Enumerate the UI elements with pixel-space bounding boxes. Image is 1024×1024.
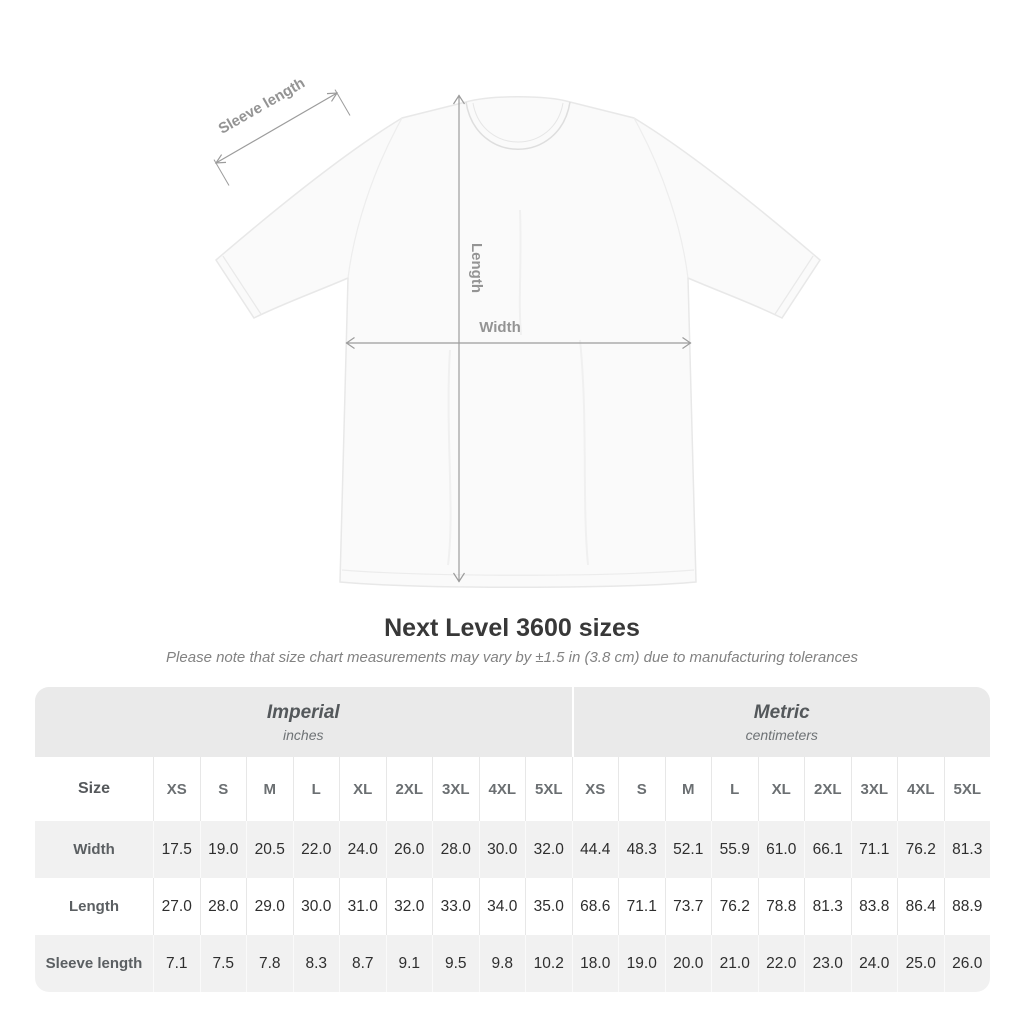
value-cell: 21.0 [711,935,758,992]
value-cell: 28.0 [200,878,247,935]
extension-tick [214,160,229,186]
size-header-imperial-2xl: 2XL [386,757,433,821]
value-cell: 19.0 [200,821,247,878]
width-label: Width [479,319,521,336]
value-cell: 27.0 [153,878,200,935]
size-header-metric-s: S [618,757,665,821]
value-cell: 88.9 [944,878,991,935]
value-cell: 8.7 [339,935,386,992]
value-cell: 9.5 [432,935,479,992]
fabric-wrinkle [520,210,521,335]
value-cell: 61.0 [758,821,805,878]
size-header-imperial-l: L [293,757,340,821]
size-chart-table [35,687,990,992]
page-title: Next Level 3600 sizes [384,614,640,642]
value-cell: 26.0 [386,821,433,878]
value-cell: 83.8 [851,878,898,935]
value-cell: 22.0 [758,935,805,992]
value-cell: 78.8 [758,878,805,935]
unit-group-header-metric [572,687,991,757]
value-cell: 32.0 [525,821,572,878]
value-cell: 44.4 [572,821,619,878]
value-cell: 7.8 [246,935,293,992]
unit-group-label: Metric [753,701,810,723]
size-header-imperial-xs: XS [153,757,200,821]
value-cell: 19.0 [618,935,665,992]
value-cell: 20.0 [665,935,712,992]
arrowhead-icon [327,93,337,101]
value-cell: 71.1 [618,878,665,935]
size-column-header: Size [35,757,153,821]
tolerance-note: Please note that size chart measurements may vary by ±1.5 in (3.8 cm) due to manufacturing tolerances [166,649,858,666]
value-cell: 81.3 [944,821,991,878]
tshirt-size-diagram [150,50,870,620]
size-header-imperial-m: M [246,757,293,821]
arrowhead-icon [216,155,226,163]
tshirt-outline [216,97,820,588]
size-header-imperial-xl: XL [339,757,386,821]
value-cell: 7.1 [153,935,200,992]
value-cell: 66.1 [804,821,851,878]
row-label-cell: Length [35,878,153,935]
value-cell: 28.0 [432,821,479,878]
value-cell: 20.5 [246,821,293,878]
value-cell: 76.2 [711,878,758,935]
value-cell: 71.1 [851,821,898,878]
size-header-imperial-3xl: 3XL [432,757,479,821]
value-cell: 26.0 [944,935,991,992]
value-cell: 55.9 [711,821,758,878]
size-header-metric-l: L [711,757,758,821]
unit-group-sublabel: inches [283,726,324,743]
value-cell: 7.5 [200,935,247,992]
row-label-cell: Sleeve length [35,935,153,992]
value-cell: 17.5 [153,821,200,878]
value-cell: 22.0 [293,821,340,878]
unit-group-sublabel: centimeters [745,726,818,743]
value-cell: 34.0 [479,878,526,935]
value-cell: 76.2 [897,821,944,878]
value-cell: 48.3 [618,821,665,878]
size-header-metric-xs: XS [572,757,619,821]
value-cell: 86.4 [897,878,944,935]
size-header-metric-xl: XL [758,757,805,821]
extension-tick [335,90,350,116]
value-cell: 9.1 [386,935,433,992]
value-cell: 24.0 [851,935,898,992]
length-label: Length [468,243,485,293]
row-label-cell: Width [35,821,153,878]
size-header-metric-4xl: 4XL [897,757,944,821]
value-cell: 25.0 [897,935,944,992]
size-header-metric-5xl: 5XL [944,757,991,821]
value-cell: 24.0 [339,821,386,878]
value-cell: 18.0 [572,935,619,992]
size-header-metric-m: M [665,757,712,821]
value-cell: 29.0 [246,878,293,935]
unit-group-header-imperial [35,687,572,757]
value-cell: 81.3 [804,878,851,935]
unit-group-label: Imperial [266,701,340,723]
value-cell: 23.0 [804,935,851,992]
value-cell: 8.3 [293,935,340,992]
size-header-metric-2xl: 2XL [804,757,851,821]
size-header-imperial-5xl: 5XL [525,757,572,821]
size-header-imperial-s: S [200,757,247,821]
tshirt-illustration [216,97,820,588]
value-cell: 73.7 [665,878,712,935]
value-cell: 52.1 [665,821,712,878]
value-cell: 30.0 [479,821,526,878]
value-cell: 30.0 [293,878,340,935]
size-header-metric-3xl: 3XL [851,757,898,821]
sleeve-length-label: Sleeve length [215,74,308,138]
tshirt-diagram-svg [150,50,870,620]
value-cell: 33.0 [432,878,479,935]
value-cell: 68.6 [572,878,619,935]
value-cell: 9.8 [479,935,526,992]
value-cell: 35.0 [525,878,572,935]
value-cell: 32.0 [386,878,433,935]
value-cell: 31.0 [339,878,386,935]
value-cell: 10.2 [525,935,572,992]
size-header-imperial-4xl: 4XL [479,757,526,821]
